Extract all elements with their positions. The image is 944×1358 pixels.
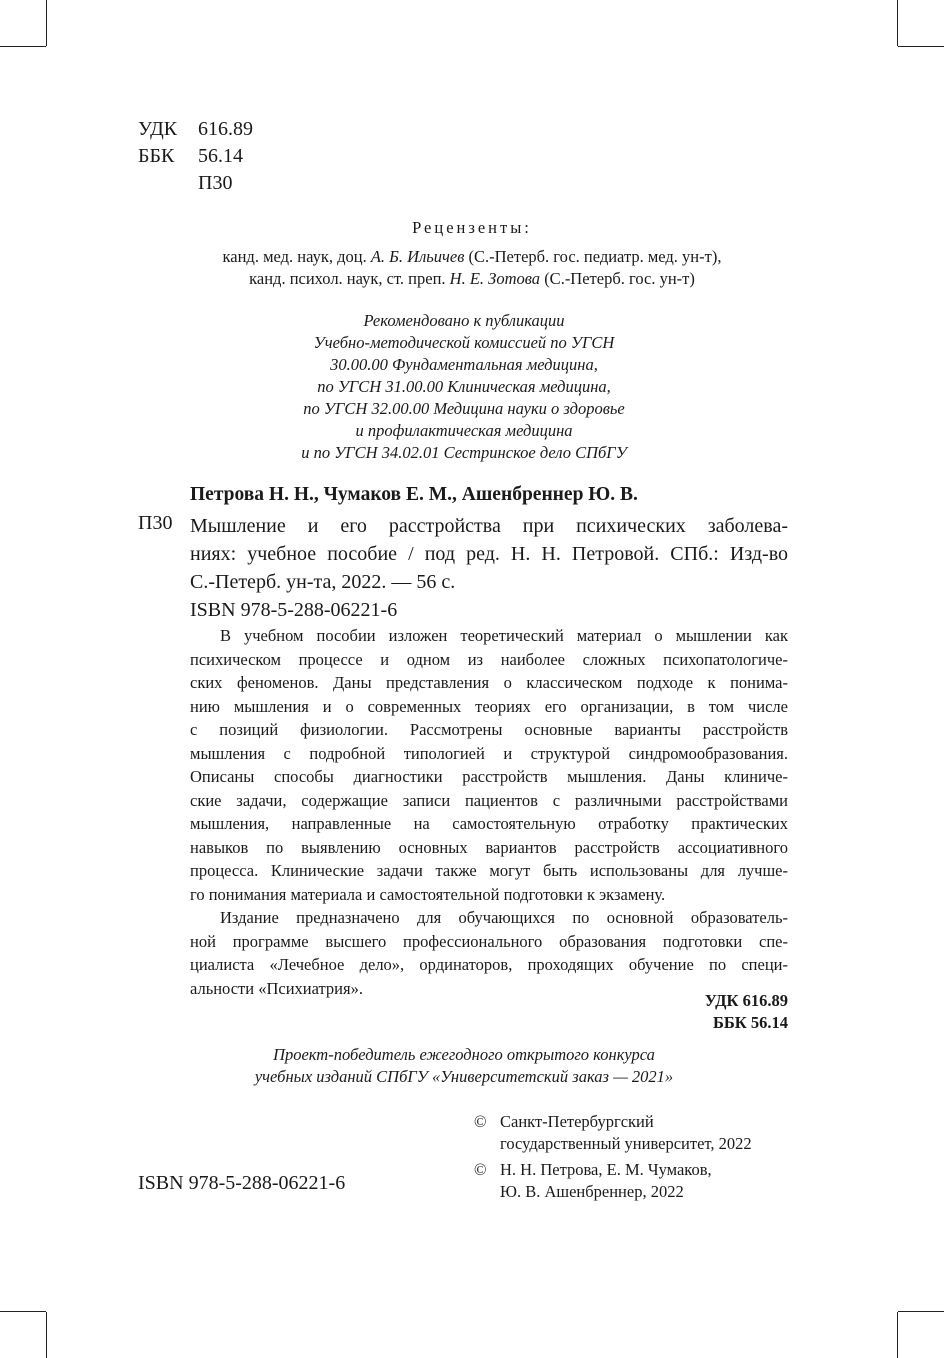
classification-block	[138, 116, 253, 197]
crop-mark-left-bottom	[0, 1311, 46, 1312]
description-line: С.-Петерб. ун-та, 2022. — 56 с.	[190, 571, 456, 593]
reviewer-degree: канд. психол. наук, ст. преп.	[249, 269, 450, 288]
index-bbk: ББК 56.14	[712, 1013, 788, 1032]
annotation-line: процесса. Клинические задачи также могут быть использованы для лучше-	[190, 861, 788, 880]
reviewer-affiliation: (С.-Петерб. гос. ун-т)	[540, 269, 695, 288]
copyright-holder: Санкт-Петербургский	[500, 1112, 654, 1131]
annotation	[190, 624, 788, 1000]
recommendation-line: Учебно-методической комиссией по УГСН	[313, 333, 615, 352]
copyright-item	[474, 1159, 752, 1203]
copyright-symbol: ©	[474, 1160, 487, 1179]
recommendation-line: по УГСН 32.00.00 Медицина науки о здоровье	[303, 399, 625, 418]
annotation-line: В учебном пособии изложен теоретический материал о мышлении как	[220, 626, 788, 645]
recommendation-block	[0, 310, 928, 464]
annotation-line: ной программе высшего профессионального образования подготовки спе-	[190, 931, 788, 951]
author-mark: П30	[198, 172, 233, 194]
index-udk: УДК 616.89	[704, 991, 788, 1010]
annotation-line: ские задачи, содержащие записи пациентов с различными расстройствами	[190, 790, 788, 810]
bibliographic-code: П30	[138, 512, 173, 534]
crop-mark-bottom-left	[46, 1312, 47, 1358]
authors: Петрова Н. Н., Чумаков Е. М., Ашенбреннер Ю. В.	[190, 484, 638, 505]
annotation-line: мышления, направленные на самостоятельную отработку практических	[190, 814, 788, 833]
recommendation-line: и по УГСН 34.02.01 Сестринское дело СПбГУ	[301, 443, 627, 462]
recommendation-line: 30.00.00 Фундаментальная медицина,	[330, 355, 598, 374]
crop-mark-right-bottom	[898, 1311, 944, 1312]
copyright-item	[474, 1111, 752, 1155]
annotation-line: мышления с подробной типологией и структурой синдромообразования.	[190, 743, 788, 763]
copyright-holder-cont: Ю. В. Ашенбреннер, 2022	[500, 1182, 684, 1201]
recommendation-line: Рекомендовано к публикации	[363, 311, 565, 330]
copyright-holder: Н. Н. Петрова, Е. М. Чумаков,	[500, 1160, 712, 1179]
annotation-line: альности «Психиатрия».	[190, 978, 363, 998]
index-codes	[600, 990, 788, 1034]
crop-mark-top-left	[46, 0, 47, 46]
bbk-value: 56.14	[198, 145, 243, 167]
crop-mark-bottom-right	[897, 1312, 898, 1358]
crop-mark-right-top	[898, 46, 944, 47]
reviewer-line	[0, 268, 944, 290]
isbn: ISBN 978-5-288-06221-6	[138, 1172, 346, 1194]
bbk-row	[138, 143, 253, 170]
author-mark-row	[138, 170, 253, 197]
copyright-holder-cont: государственный университет, 2022	[500, 1134, 752, 1153]
reviewers-title: Рецензенты:	[412, 218, 532, 237]
reviewer-name: А. Б. Ильичев	[370, 247, 465, 266]
description-line: Мышление и его расстройства при психических заболева-	[190, 515, 788, 537]
reviewer-affiliation: (С.-Петерб. гос. педиатр. мед. ун-т),	[464, 247, 722, 266]
annotation-line: нию мышления и о современных теориях его организации, в том числе	[190, 696, 788, 716]
annotation-line: циалиста «Лечебное дело», ординаторов, проходящих обучение по специ-	[190, 955, 788, 974]
annotation-line: Описаны способы диагностики расстройств мышления. Даны клиниче-	[190, 767, 788, 786]
contest-line: Проект-победитель ежегодного открытого конкурса	[273, 1045, 655, 1064]
copyright-symbol: ©	[474, 1112, 487, 1131]
copyright-block	[474, 1111, 752, 1207]
description-isbn: ISBN 978-5-288-06221-6	[190, 599, 398, 621]
recommendation-line: по УГСН 31.00.00 Клиническая медицина,	[317, 377, 611, 396]
contest-note	[0, 1044, 928, 1088]
annotation-line: с позиций физиологии. Рассмотрены основные варианты расстройств	[190, 720, 788, 739]
udk-label: УДК	[138, 118, 178, 140]
crop-mark-top-right	[897, 0, 898, 46]
udk-value: 616.89	[198, 118, 253, 140]
description-line: ниях: учебное пособие / под ред. Н. Н. Петровой. СПб.: Изд-во	[190, 543, 788, 565]
udk-row	[138, 116, 253, 143]
annotation-line: навыков по выявлению основных вариантов расстройств ассоциативного	[190, 837, 788, 857]
bbk-label: ББК	[138, 145, 175, 167]
recommendation-line: и профилактическая медицина	[355, 421, 573, 440]
contest-line: учебных изданий СПбГУ «Университетский заказ — 2021»	[254, 1067, 674, 1086]
annotation-line: психическом процессе и одном из наиболее сложных психопатологиче-	[190, 649, 788, 669]
bibliographic-description	[190, 512, 788, 624]
annotation-line: го понимания материала и самостоятельной подготовки к экзамену.	[190, 884, 666, 904]
reviewers-list	[0, 246, 944, 290]
reviewer-name: Н. Е. Зотова	[449, 269, 541, 288]
reviewer-line	[0, 246, 944, 268]
annotation-line: ских феноменов. Даны представления о классическом подходе к понима-	[190, 673, 788, 692]
crop-mark-left-top	[0, 46, 46, 47]
reviewer-degree: канд. мед. наук, доц.	[222, 247, 371, 266]
annotation-line: Издание предназначено для обучающихся по основной образователь-	[220, 908, 788, 927]
